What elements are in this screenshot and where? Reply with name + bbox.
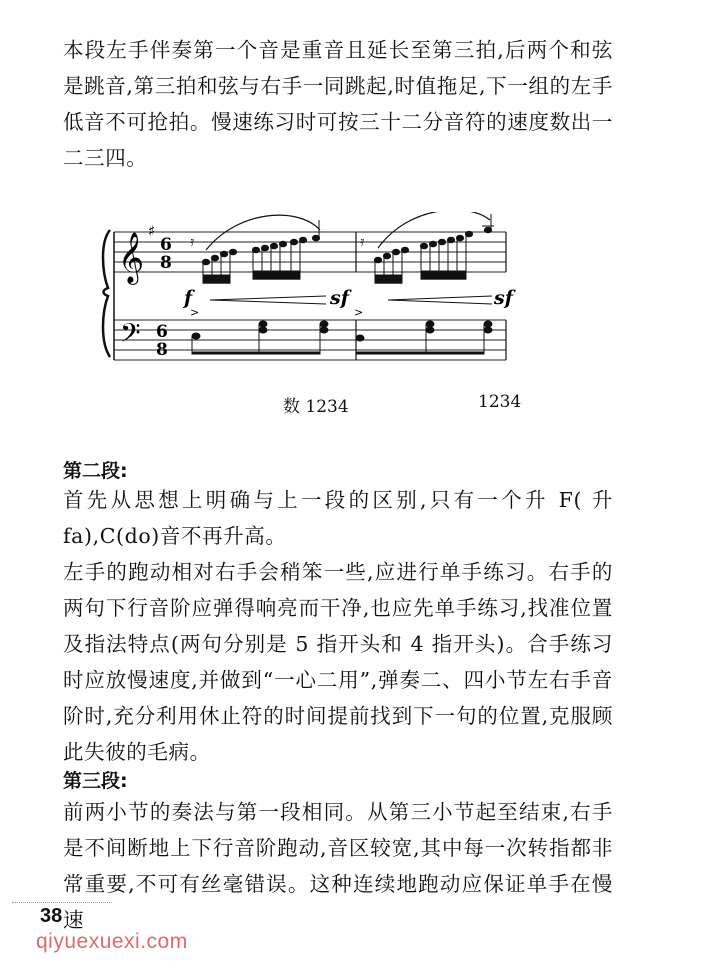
- section3-paragraph-1: 前两小节的奏法与第一段相同。从第三小节起至结束,右手是不间断地上下行音阶跑动,音区较宽,其中每一次转指都非常重要,不可有丝毫错误。这种连续地跑动应保证单手在慢速: [63, 800, 613, 932]
- rest-icon-2: 𝄿: [360, 234, 365, 250]
- accent-marks-2: >: [354, 306, 364, 319]
- dynamic-sf-1: sf: [330, 287, 349, 309]
- treble-clef-icon: 𝄞: [118, 232, 145, 283]
- crescendo-hairpin-1: [210, 296, 326, 304]
- music-score: [98, 212, 528, 372]
- footer-divider: [12, 902, 112, 903]
- watermark: qiyuexuexi.com: [36, 930, 188, 953]
- dynamic-f: f: [184, 287, 193, 309]
- bass-clef-icon: 𝄢: [120, 317, 141, 355]
- count-label-1: 数 1234: [283, 397, 349, 417]
- bass-notes: [192, 321, 492, 354]
- upper-time-signature-bottom: 8: [160, 253, 172, 273]
- crescendo-hairpin-2: [388, 296, 492, 304]
- note-run-2: [374, 214, 494, 283]
- lower-time-signature-bottom: 8: [156, 340, 168, 360]
- page-number: 38: [40, 905, 63, 927]
- treble-staff: [114, 232, 506, 272]
- section2-paragraph-2: 左手的跑动相对右手会稍笨一些,应进行单手练习。右手的两句下行音阶应弹得响亮而干净,也应先单手练习,找准位置及指法特点(两句分别是 5 指开头和 4 指开头)。合手练习时应放慢速度,并做到“一心二用”,弹奏二、四小节左右手音阶时,充分利用休止符的时间提前找到下一句的位置,克服顾此失彼的毛病。: [63, 560, 613, 764]
- section2-paragraph-1: 首先从思想上明确与上一段的区别,只有一个升 F( 升 fa),C(do)音不再升高。: [63, 488, 613, 548]
- lower-time-signature-top: 6: [156, 322, 168, 342]
- rest-icon-1: 𝄿: [190, 234, 195, 250]
- upper-time-signature-top: 6: [160, 235, 172, 255]
- section2-heading: 第二段:: [63, 460, 128, 482]
- count-label-2: 1234: [478, 392, 522, 412]
- slur-1: [206, 215, 320, 250]
- dynamic-sf-2: sf: [494, 287, 513, 309]
- intro-paragraph: 本段左手伴奏第一个音是重音且延长至第三拍,后两个和弦是跳音,第三拍和弦与右手一同跳起,时值拖足,下一组的左手低音不可抢拍。慢速练习时可按三十二分音符的速度数出一二三四。: [63, 38, 613, 170]
- grand-staff-brace: [103, 230, 110, 357]
- section3-heading: 第三段:: [63, 770, 128, 792]
- accent-marks: >: [190, 306, 200, 319]
- sharp-icon: ♯: [148, 222, 156, 240]
